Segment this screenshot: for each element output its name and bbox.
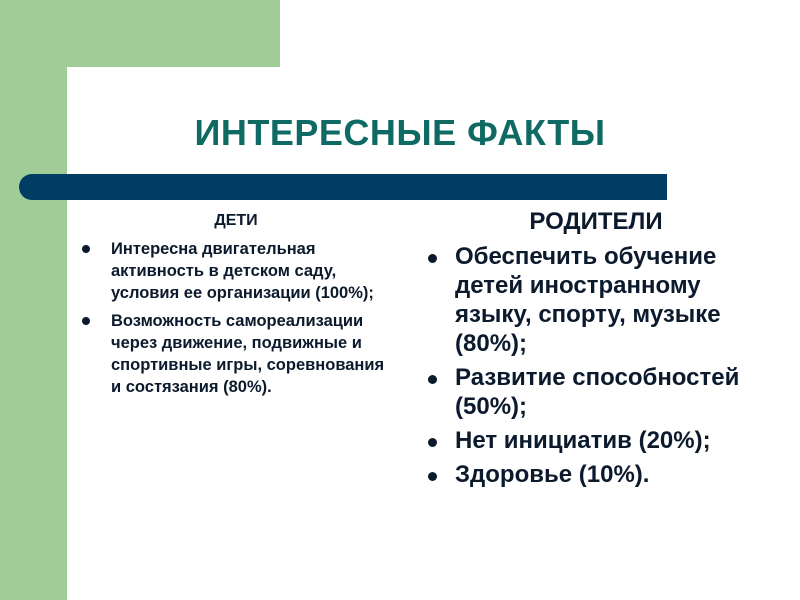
list-item — [426, 242, 766, 358]
list-item-text: Нет инициатив (20%); — [455, 427, 711, 454]
bullet-icon — [428, 438, 437, 447]
list-item — [82, 310, 390, 398]
children-list — [82, 238, 390, 398]
slide-title: ИНТЕРЕСНЫЕ ФАКТЫ — [194, 112, 606, 153]
list-item — [426, 460, 766, 489]
list-item-text: Интересна двигательная активность в детском саду, условия ее организации (100%); — [111, 240, 374, 302]
parents-column — [426, 208, 766, 494]
list-item-text: Обеспечить обучение детей иностранному языку, спорту, музыке (80%); — [455, 243, 721, 357]
bullet-icon — [428, 254, 437, 263]
children-heading: ДЕТИ — [214, 212, 258, 229]
list-item-text: Возможность самореализации через движение, подвижные и спортивные игры, соревнования и состязания (80%). — [111, 312, 385, 396]
list-item-text: Развитие способностей (50%); — [455, 364, 740, 420]
bullet-icon — [428, 472, 437, 481]
list-item-text: Здоровье (10%). — [455, 461, 650, 488]
parents-list — [426, 242, 766, 489]
parents-heading: РОДИТЕЛИ — [529, 208, 663, 235]
bullet-icon — [82, 317, 90, 325]
green-side-band — [0, 0, 67, 600]
bullet-icon — [82, 245, 90, 253]
green-top-band — [0, 0, 280, 67]
list-item — [82, 238, 390, 304]
list-item — [426, 363, 766, 421]
list-item — [426, 426, 766, 455]
bullet-icon — [428, 375, 437, 384]
children-column — [82, 212, 390, 404]
title-underline-bar — [19, 174, 667, 200]
